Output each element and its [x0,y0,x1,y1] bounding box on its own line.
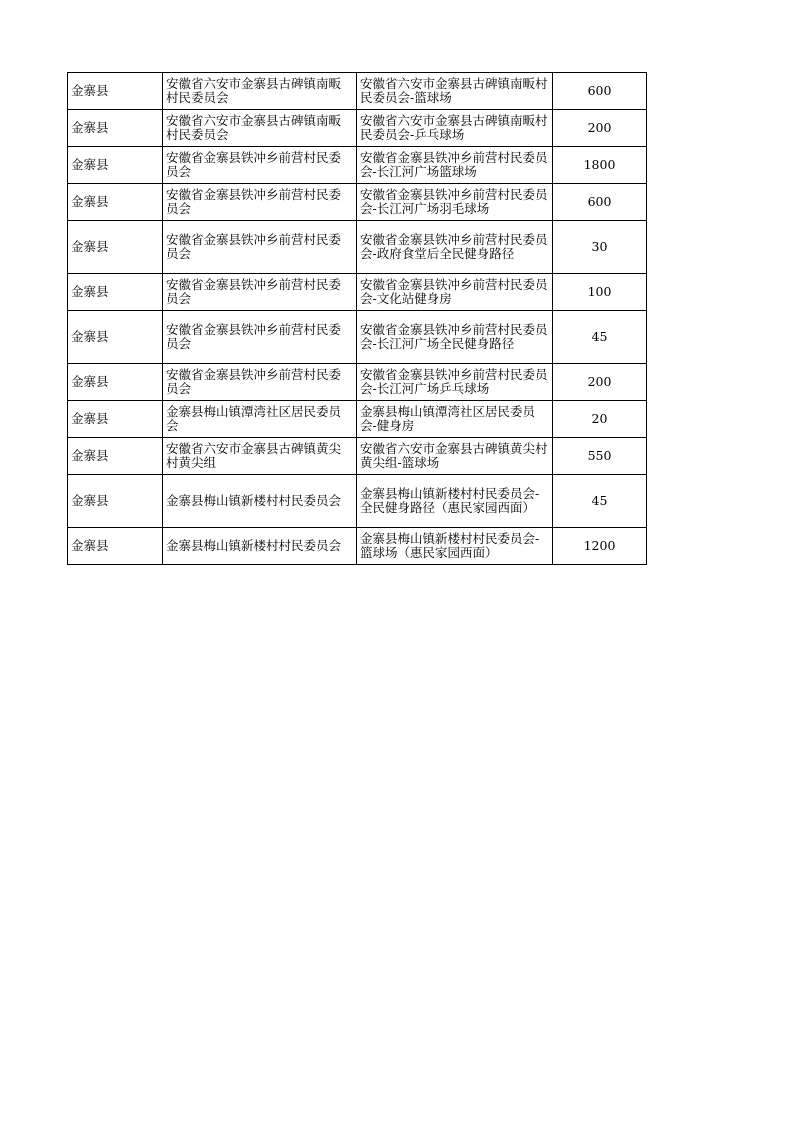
table-row [68,110,647,147]
venue-cell: 金寨县梅山镇潭湾社区居民委员会-健身房 [357,401,553,438]
area-cell: 200 [553,364,647,401]
unit-cell: 金寨县梅山镇新楼村村民委员会 [163,475,357,528]
table-row [68,438,647,475]
unit-cell: 安徽省金寨县铁冲乡前营村民委员会 [163,147,357,184]
venue-cell: 安徽省金寨县铁冲乡前营村民委员会-长江河广场乒乓球场 [357,364,553,401]
area-cell: 45 [553,311,647,364]
county-cell: 金寨县 [68,73,163,110]
county-cell: 金寨县 [68,110,163,147]
county-cell: 金寨县 [68,221,163,274]
table-row [68,184,647,221]
unit-cell: 安徽省金寨县铁冲乡前营村民委员会 [163,311,357,364]
area-cell: 45 [553,475,647,528]
venue-cell: 安徽省六安市金寨县古碑镇南畈村民委员会-篮球场 [357,73,553,110]
facility-table [67,72,647,565]
table-row [68,475,647,528]
area-cell: 200 [553,110,647,147]
area-cell: 550 [553,438,647,475]
table-row [68,528,647,565]
venue-cell: 安徽省金寨县铁冲乡前营村民委员会-长江河广场羽毛球场 [357,184,553,221]
county-cell: 金寨县 [68,274,163,311]
unit-cell: 金寨县梅山镇潭湾社区居民委员会 [163,401,357,438]
unit-cell: 安徽省六安市金寨县古碑镇黄尖村黄尖组 [163,438,357,475]
venue-cell: 安徽省金寨县铁冲乡前营村民委员会-长江河广场篮球场 [357,147,553,184]
area-cell: 30 [553,221,647,274]
venue-cell: 金寨县梅山镇新楼村村民委员会-全民健身路径（惠民家园西面） [357,475,553,528]
table-row [68,147,647,184]
venue-cell: 安徽省六安市金寨县古碑镇黄尖村黄尖组-篮球场 [357,438,553,475]
unit-cell: 安徽省金寨县铁冲乡前营村民委员会 [163,221,357,274]
unit-cell: 安徽省金寨县铁冲乡前营村民委员会 [163,184,357,221]
table-row [68,364,647,401]
venue-cell: 安徽省金寨县铁冲乡前营村民委员会-文化站健身房 [357,274,553,311]
county-cell: 金寨县 [68,311,163,364]
area-cell: 600 [553,184,647,221]
venue-cell: 安徽省六安市金寨县古碑镇南畈村民委员会-乒乓球场 [357,110,553,147]
venue-cell: 安徽省金寨县铁冲乡前营村民委员会-政府食堂后全民健身路径 [357,221,553,274]
county-cell: 金寨县 [68,438,163,475]
unit-cell: 安徽省六安市金寨县古碑镇南畈村民委员会 [163,73,357,110]
area-cell: 600 [553,73,647,110]
table-row [68,221,647,274]
area-cell: 1200 [553,528,647,565]
county-cell: 金寨县 [68,184,163,221]
table-row [68,274,647,311]
unit-cell: 金寨县梅山镇新楼村村民委员会 [163,528,357,565]
county-cell: 金寨县 [68,528,163,565]
area-cell: 100 [553,274,647,311]
unit-cell: 安徽省六安市金寨县古碑镇南畈村民委员会 [163,110,357,147]
county-cell: 金寨县 [68,147,163,184]
unit-cell: 安徽省金寨县铁冲乡前营村民委员会 [163,274,357,311]
venue-cell: 金寨县梅山镇新楼村村民委员会-篮球场（惠民家园西面） [357,528,553,565]
county-cell: 金寨县 [68,401,163,438]
table-row [68,311,647,364]
table-row [68,73,647,110]
area-cell: 20 [553,401,647,438]
county-cell: 金寨县 [68,475,163,528]
area-cell: 1800 [553,147,647,184]
table-row [68,401,647,438]
unit-cell: 安徽省金寨县铁冲乡前营村民委员会 [163,364,357,401]
county-cell: 金寨县 [68,364,163,401]
venue-cell: 安徽省金寨县铁冲乡前营村民委员会-长江河广场全民健身路径 [357,311,553,364]
